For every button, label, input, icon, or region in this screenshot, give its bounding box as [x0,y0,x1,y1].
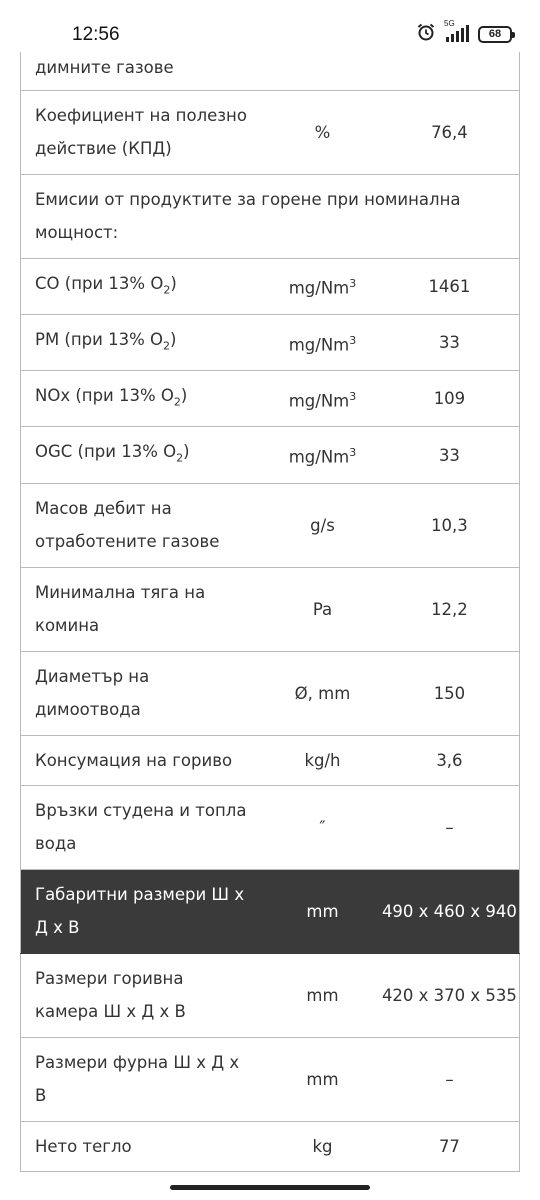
table-row [21,953,520,1037]
row-unit: mm [265,953,380,1037]
network-type: 5G [444,19,455,28]
row-value: 33 [380,427,520,483]
row-unit: mg/Nm$^3$ [265,371,380,427]
row-unit: Pa [265,567,380,651]
specs-table [20,28,520,1172]
table-row [21,735,520,785]
status-bar [0,0,540,52]
row-value: 77 [380,1121,520,1171]
row-unit: kg/h [265,735,380,785]
row-value: 150 [380,651,520,735]
table-row [21,90,520,174]
status-icons [416,19,512,46]
row-unit: mg/Nm$^3$ [265,427,380,483]
signal-icon [442,19,472,43]
row-unit: Ø, mm [265,651,380,735]
table-row [21,567,520,651]
row-unit: kg [265,1121,380,1171]
row-unit: mg/Nm$^3$ [265,258,380,314]
table-row [21,427,520,483]
row-value: 490 х 460 х 940 [380,869,520,953]
row-value: 33 [380,314,520,370]
row-section-label: Емисии от продуктите за горене при номинална мощност: [21,174,520,258]
row-unit: g/s [265,483,380,567]
row-label: Консумация на гориво [21,735,266,785]
row-label: Размери фурна Ш х Д х В [21,1037,266,1121]
row-label: NOx (при 13% $O_2$) [21,371,266,427]
row-unit: mg/Nm$^3$ [265,314,380,370]
table-row [21,1121,520,1171]
row-unit: ″ [265,785,380,869]
table-row [21,174,520,258]
table-row [21,1037,520,1121]
row-value: – [380,785,520,869]
table-row [21,651,520,735]
gesture-bar[interactable] [170,1185,370,1190]
table-row [21,785,520,869]
row-value: – [380,1037,520,1121]
battery-icon: 68 [478,26,512,43]
row-label: Коефициент на полезно действие (КПД) [21,90,266,174]
status-time: 12:56 [72,24,120,45]
row-value: 12,2 [380,567,520,651]
row-label: Минимална тяга на комина [21,567,266,651]
row-label: Нето тегло [21,1121,266,1171]
row-value: 420 х 370 х 535 [380,953,520,1037]
table-row [21,314,520,370]
row-label: Връзки студена и топла вода [21,785,266,869]
row-label: Габаритни размери Ш х Д х В [21,869,266,953]
row-value: 109 [380,371,520,427]
row-unit: mm [265,869,380,953]
row-label: Диаметър на димоотвода [21,651,266,735]
row-value: 10,3 [380,483,520,567]
row-label: PM (при 13% $O_2$) [21,314,266,370]
alarm-icon [416,22,436,46]
row-label: димните газове [21,28,266,90]
table-row [21,258,520,314]
table-row [21,371,520,427]
row-label: OGC (при 13% $O_2$) [21,427,266,483]
row-value: 76,4 [380,90,520,174]
row-unit: % [265,90,380,174]
row-unit: mm [265,1037,380,1121]
row-label: Размери горивна камера Ш х Д х В [21,953,266,1037]
row-value: 1461 [380,258,520,314]
row-label: CO (при 13% $O_2$) [21,258,266,314]
row-label: Масов дебит на отработените газове [21,483,266,567]
row-value: 3,6 [380,735,520,785]
table-row [21,483,520,567]
table-row-highlighted [21,869,520,953]
